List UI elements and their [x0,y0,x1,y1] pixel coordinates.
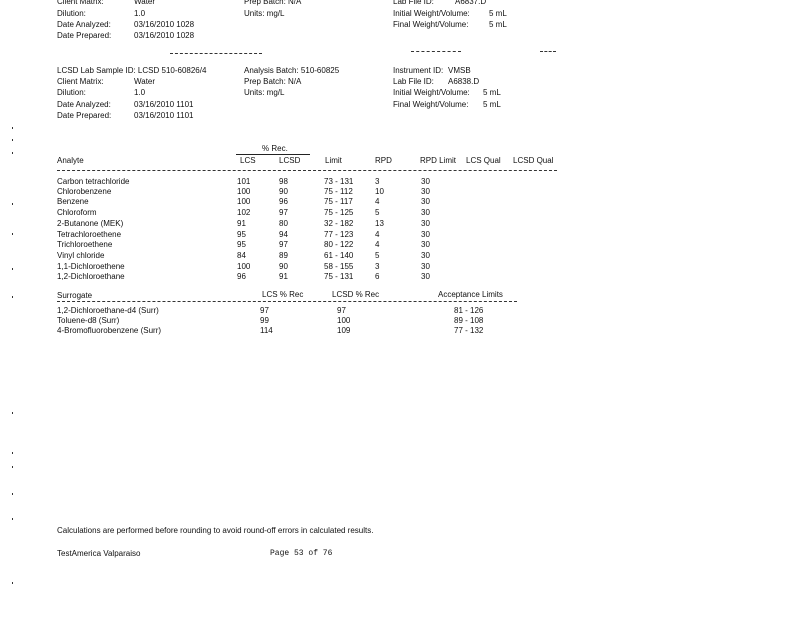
table-row [57,251,577,261]
cell-lcsd: 97 [279,240,288,249]
cell-rpd: 3 [375,177,380,186]
header-lcsd-qual: LCSD Qual [513,156,554,165]
cell-analyte: Vinyl chloride [57,251,105,260]
scan-speck [12,152,13,154]
client-matrix-value: Water [134,77,156,86]
header-lcs-qual: LCS Qual [466,156,501,165]
cell-acceptance-limits: 81 - 126 [454,306,484,315]
cell-lcsd-pct-rec: 97 [337,306,346,315]
cell-rpd-limit: 30 [421,251,430,260]
client-matrix-value: Water [134,0,156,6]
initial-weight-value: 5 mL [489,9,507,18]
cell-lcs: 101 [237,177,251,186]
scan-speck [12,493,13,495]
cell-lcs: 95 [237,240,246,249]
header-analyte: Analyte [57,156,84,165]
scan-speck [12,127,13,129]
units: Units: mg/L [244,9,285,18]
table-row [57,177,577,187]
cell-limit: 80 - 122 [324,240,354,249]
final-weight-label: Final Weight/Volume: [393,20,469,29]
table-row [57,272,577,282]
cell-analyte: 1,1-Dichloroethene [57,262,125,271]
table-row [57,326,577,336]
cell-lcs: 84 [237,251,246,260]
table-row [57,230,577,240]
cell-limit: 58 - 155 [324,262,354,271]
cell-limit: 61 - 140 [324,251,354,260]
cell-analyte: Trichloroethene [57,240,113,249]
table-row [57,197,577,207]
cell-lcsd: 96 [279,197,288,206]
cell-lcs: 102 [237,208,251,217]
cell-lcsd-pct-rec: 100 [337,316,351,325]
cell-lcsd: 89 [279,251,288,260]
header-rpd: RPD [375,156,392,165]
dilution-value: 1.0 [134,88,146,97]
cell-rpd-limit: 30 [421,230,430,239]
calculation-note: Calculations are performed before rounding to avoid round-off errors in calculated results. [57,526,374,535]
header-lcs: LCS [240,156,256,165]
scan-speck [12,233,13,235]
scan-speck [12,203,13,205]
cell-rpd-limit: 30 [421,262,430,271]
prep-batch: Prep Batch: N/A [244,0,302,6]
cell-lcsd: 97 [279,208,288,217]
page-number: Page 53 of 76 [270,549,333,558]
table-row [57,208,577,218]
cell-rpd: 5 [375,208,380,217]
instrument-id-value: VMSB [448,66,471,75]
cell-surrogate: 4-Bromofluorobenzene (Surr) [57,326,162,335]
date-analyzed-value: 03/16/2010 1028 [134,20,195,29]
cell-analyte: Benzene [57,197,89,206]
analysis-batch: Analysis Batch: 510-60825 [244,66,340,75]
cell-lcs: 95 [237,230,246,239]
scan-speck [12,268,13,270]
lab-name: TestAmerica Valparaiso [57,549,141,558]
header-lcsd: LCSD [279,156,301,165]
pct-rec-group-label: % Rec. [262,144,288,153]
date-prepared-label: Date Prepared: [57,111,112,120]
scan-speck [12,518,13,520]
scan-speck [12,412,13,414]
initial-weight-label: Initial Weight/Volume: [393,9,470,18]
cell-analyte: 2-Butanone (MEK) [57,219,124,228]
scan-speck [12,452,13,454]
dilution-label: Dilution: [57,88,86,97]
cell-lcs: 91 [237,219,246,228]
table-row [57,262,577,272]
cell-analyte: 1,2-Dichloroethane [57,272,125,281]
prep-batch: Prep Batch: N/A [244,77,302,86]
scan-speck [12,582,13,584]
cell-lcsd: 91 [279,272,288,281]
cell-rpd: 10 [375,187,384,196]
cell-limit: 73 - 131 [324,177,354,186]
cell-rpd-limit: 30 [421,208,430,217]
dilution-label: Dilution: [57,9,86,18]
cell-rpd: 4 [375,197,380,206]
lcsd-sample-id: LCSD Lab Sample ID: LCSD 510-60826/4 [57,66,207,75]
cell-lcsd: 94 [279,230,288,239]
cell-acceptance-limits: 89 - 108 [454,316,484,325]
cell-lcs-pct-rec: 97 [260,306,269,315]
final-weight-value: 5 mL [483,100,501,109]
cell-rpd-limit: 30 [421,240,430,249]
final-weight-value: 5 mL [489,20,507,29]
final-weight-label: Final Weight/Volume: [393,100,469,109]
header-rpd-limit: RPD Limit [420,156,457,165]
header-lcsd-pct-rec: LCSD % Rec [332,290,380,299]
cell-lcsd: 90 [279,187,288,196]
client-matrix-label: Client Matrix: [57,77,104,86]
cell-lcs: 96 [237,272,246,281]
cell-rpd: 4 [375,240,380,249]
table-row [57,219,577,229]
cell-rpd: 3 [375,262,380,271]
cell-lcsd-pct-rec: 109 [337,326,351,335]
cell-rpd-limit: 30 [421,177,430,186]
cell-lcs: 100 [237,262,251,271]
initial-weight-label: Initial Weight/Volume: [393,88,470,97]
lab-file-id-label: Lab File ID: [393,77,434,86]
cell-rpd: 4 [375,230,380,239]
cell-analyte: Carbon tetrachloride [57,177,130,186]
date-prepared-value: 03/16/2010 1028 [134,31,195,40]
cell-rpd-limit: 30 [421,219,430,228]
cell-lcs-pct-rec: 99 [260,316,269,325]
header-surrogate: Surrogate [57,291,93,300]
date-prepared-label: Date Prepared: [57,31,112,40]
cell-rpd-limit: 30 [421,197,430,206]
cell-rpd-limit: 30 [421,187,430,196]
cell-limit: 32 - 182 [324,219,354,228]
cell-rpd: 13 [375,219,384,228]
scan-speck [12,466,13,468]
cell-analyte: Chloroform [57,208,97,217]
header-lcs-pct-rec: LCS % Rec [262,290,304,299]
date-analyzed-label: Date Analyzed: [57,100,111,109]
client-matrix-label: Client Matrix: [57,0,104,6]
cell-rpd-limit: 30 [421,272,430,281]
date-analyzed-value: 03/16/2010 1101 [134,100,194,109]
separator-dash [170,53,262,54]
scan-speck [12,296,13,298]
cell-limit: 75 - 131 [324,272,354,281]
scan-speck [12,139,13,141]
cell-surrogate: Toluene-d8 (Surr) [57,316,120,325]
units: Units: mg/L [244,88,285,97]
lab-file-id-value: A6838.D [448,77,480,86]
cell-analyte: Tetrachloroethene [57,230,122,239]
cell-analyte: Chlorobenzene [57,187,112,196]
separator-dash [411,51,461,52]
lab-file-id-value: A6837.D [455,0,487,6]
cell-lcsd: 90 [279,262,288,271]
header-underline [57,170,557,171]
date-prepared-value: 03/16/2010 1101 [134,111,194,120]
header-limit: Limit [325,156,342,165]
cell-surrogate: 1,2-Dichloroethane-d4 (Surr) [57,306,159,315]
lab-file-id-label: Lab File ID: [393,0,434,6]
table-row [57,306,577,316]
cell-limit: 75 - 112 [324,187,353,196]
header-underline [57,301,517,302]
cell-lcsd: 98 [279,177,288,186]
header-acceptance-limits: Acceptance Limits [438,290,503,299]
cell-acceptance-limits: 77 - 132 [454,326,484,335]
cell-lcs: 100 [237,187,251,196]
cell-lcs: 100 [237,197,251,206]
cell-lcs-pct-rec: 114 [260,326,273,335]
instrument-id-label: Instrument ID: [393,66,444,75]
cell-lcsd: 80 [279,219,288,228]
table-row [57,316,577,326]
table-row [57,187,577,197]
cell-rpd: 6 [375,272,380,281]
cell-limit: 77 - 123 [324,230,354,239]
initial-weight-value: 5 mL [483,88,501,97]
pct-rec-rule [236,154,310,155]
cell-rpd: 5 [375,251,380,260]
table-row [57,240,577,250]
cell-limit: 75 - 117 [324,197,353,206]
separator-dash [540,51,556,52]
cell-limit: 75 - 125 [324,208,354,217]
date-analyzed-label: Date Analyzed: [57,20,111,29]
dilution-value: 1.0 [134,9,146,18]
